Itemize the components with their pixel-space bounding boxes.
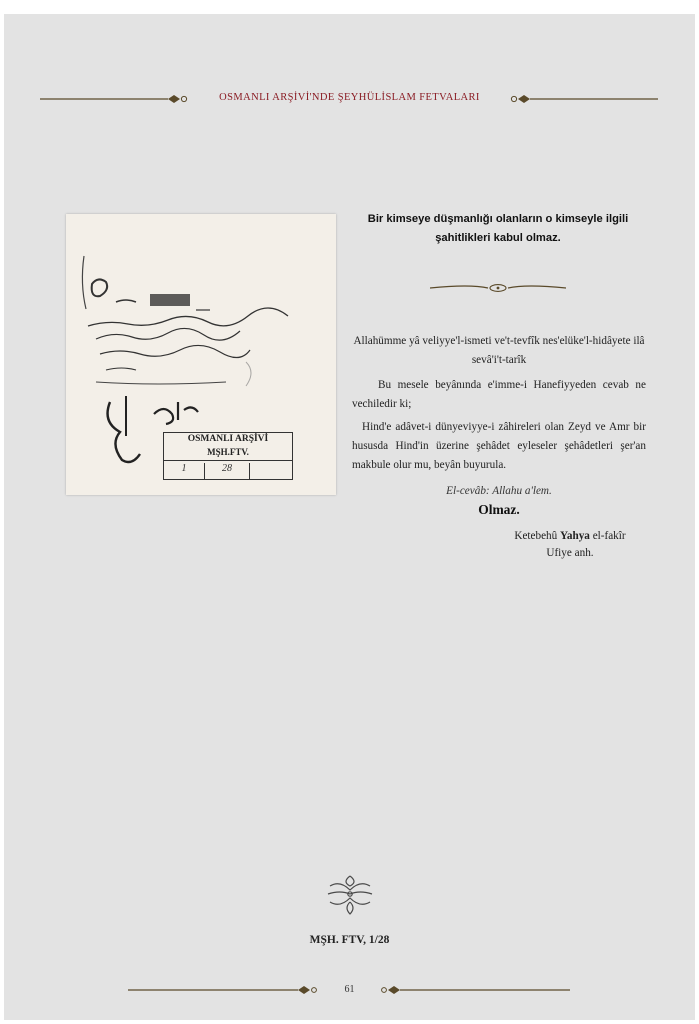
signer-post: el-fakîr [592, 530, 626, 542]
answer: Olmaz. [478, 502, 520, 517]
header-rule-right [508, 94, 658, 104]
question-text: Hind'e adâvet-i dünyeviyye-i zâhireleri olan Zeyd ve Amr bir hususda Hind'in üzerine şehâdet eyleseler şehâdetleri şer'an makbule olur mu, beyân buyurula. [352, 421, 646, 471]
fatwa-summary: Bir kimseye düşmanlığı olanların o kimseyle ilgili şahitlikleri kabul olmaz. [367, 213, 629, 244]
signer-pre: Ketebehû [514, 530, 558, 542]
stamp-archive-name: OSMANLI ARŞİVİ [187, 434, 269, 444]
answer-intro: El-cevâb: Allahu a'lem. [446, 485, 552, 497]
section-divider-ornament [430, 282, 566, 294]
running-title: OSMANLI ARŞİVİ'NDE ŞEYHÜLİSLAM FETVALARI [219, 92, 480, 103]
stamp-fond-code: MŞH.FTV. [164, 447, 292, 461]
signature-line-2: Ufiye anh. [546, 547, 594, 559]
signature-line-1 [470, 528, 670, 545]
archive-stamp [163, 432, 293, 480]
stamp-divider [249, 463, 250, 479]
stamp-cell-1: 1 [181, 463, 187, 474]
opening-prayer: Allahümme yâ veliyye'l-ismeti ve't-tevfîk nes'elüke'l-hidâyete ilâ sevâ'i't-tarîk [353, 335, 645, 366]
page-number: 61 [344, 984, 355, 995]
page-header [0, 86, 699, 112]
archive-reference: MŞH. FTV, 1/28 [309, 934, 390, 946]
stamp-number-cells [164, 463, 292, 479]
footer-rule-right [380, 985, 570, 995]
signature-block [470, 528, 670, 562]
fatwa-document-scan [66, 214, 336, 495]
floral-ornament [326, 872, 374, 916]
question-intro: Bu mesele beyânında e'imme-i Hanefiyyeden cevab ne vechiledir ki; [352, 379, 646, 410]
signer-name: Yahya [560, 530, 590, 542]
stamp-cell-2: 28 [222, 463, 232, 474]
